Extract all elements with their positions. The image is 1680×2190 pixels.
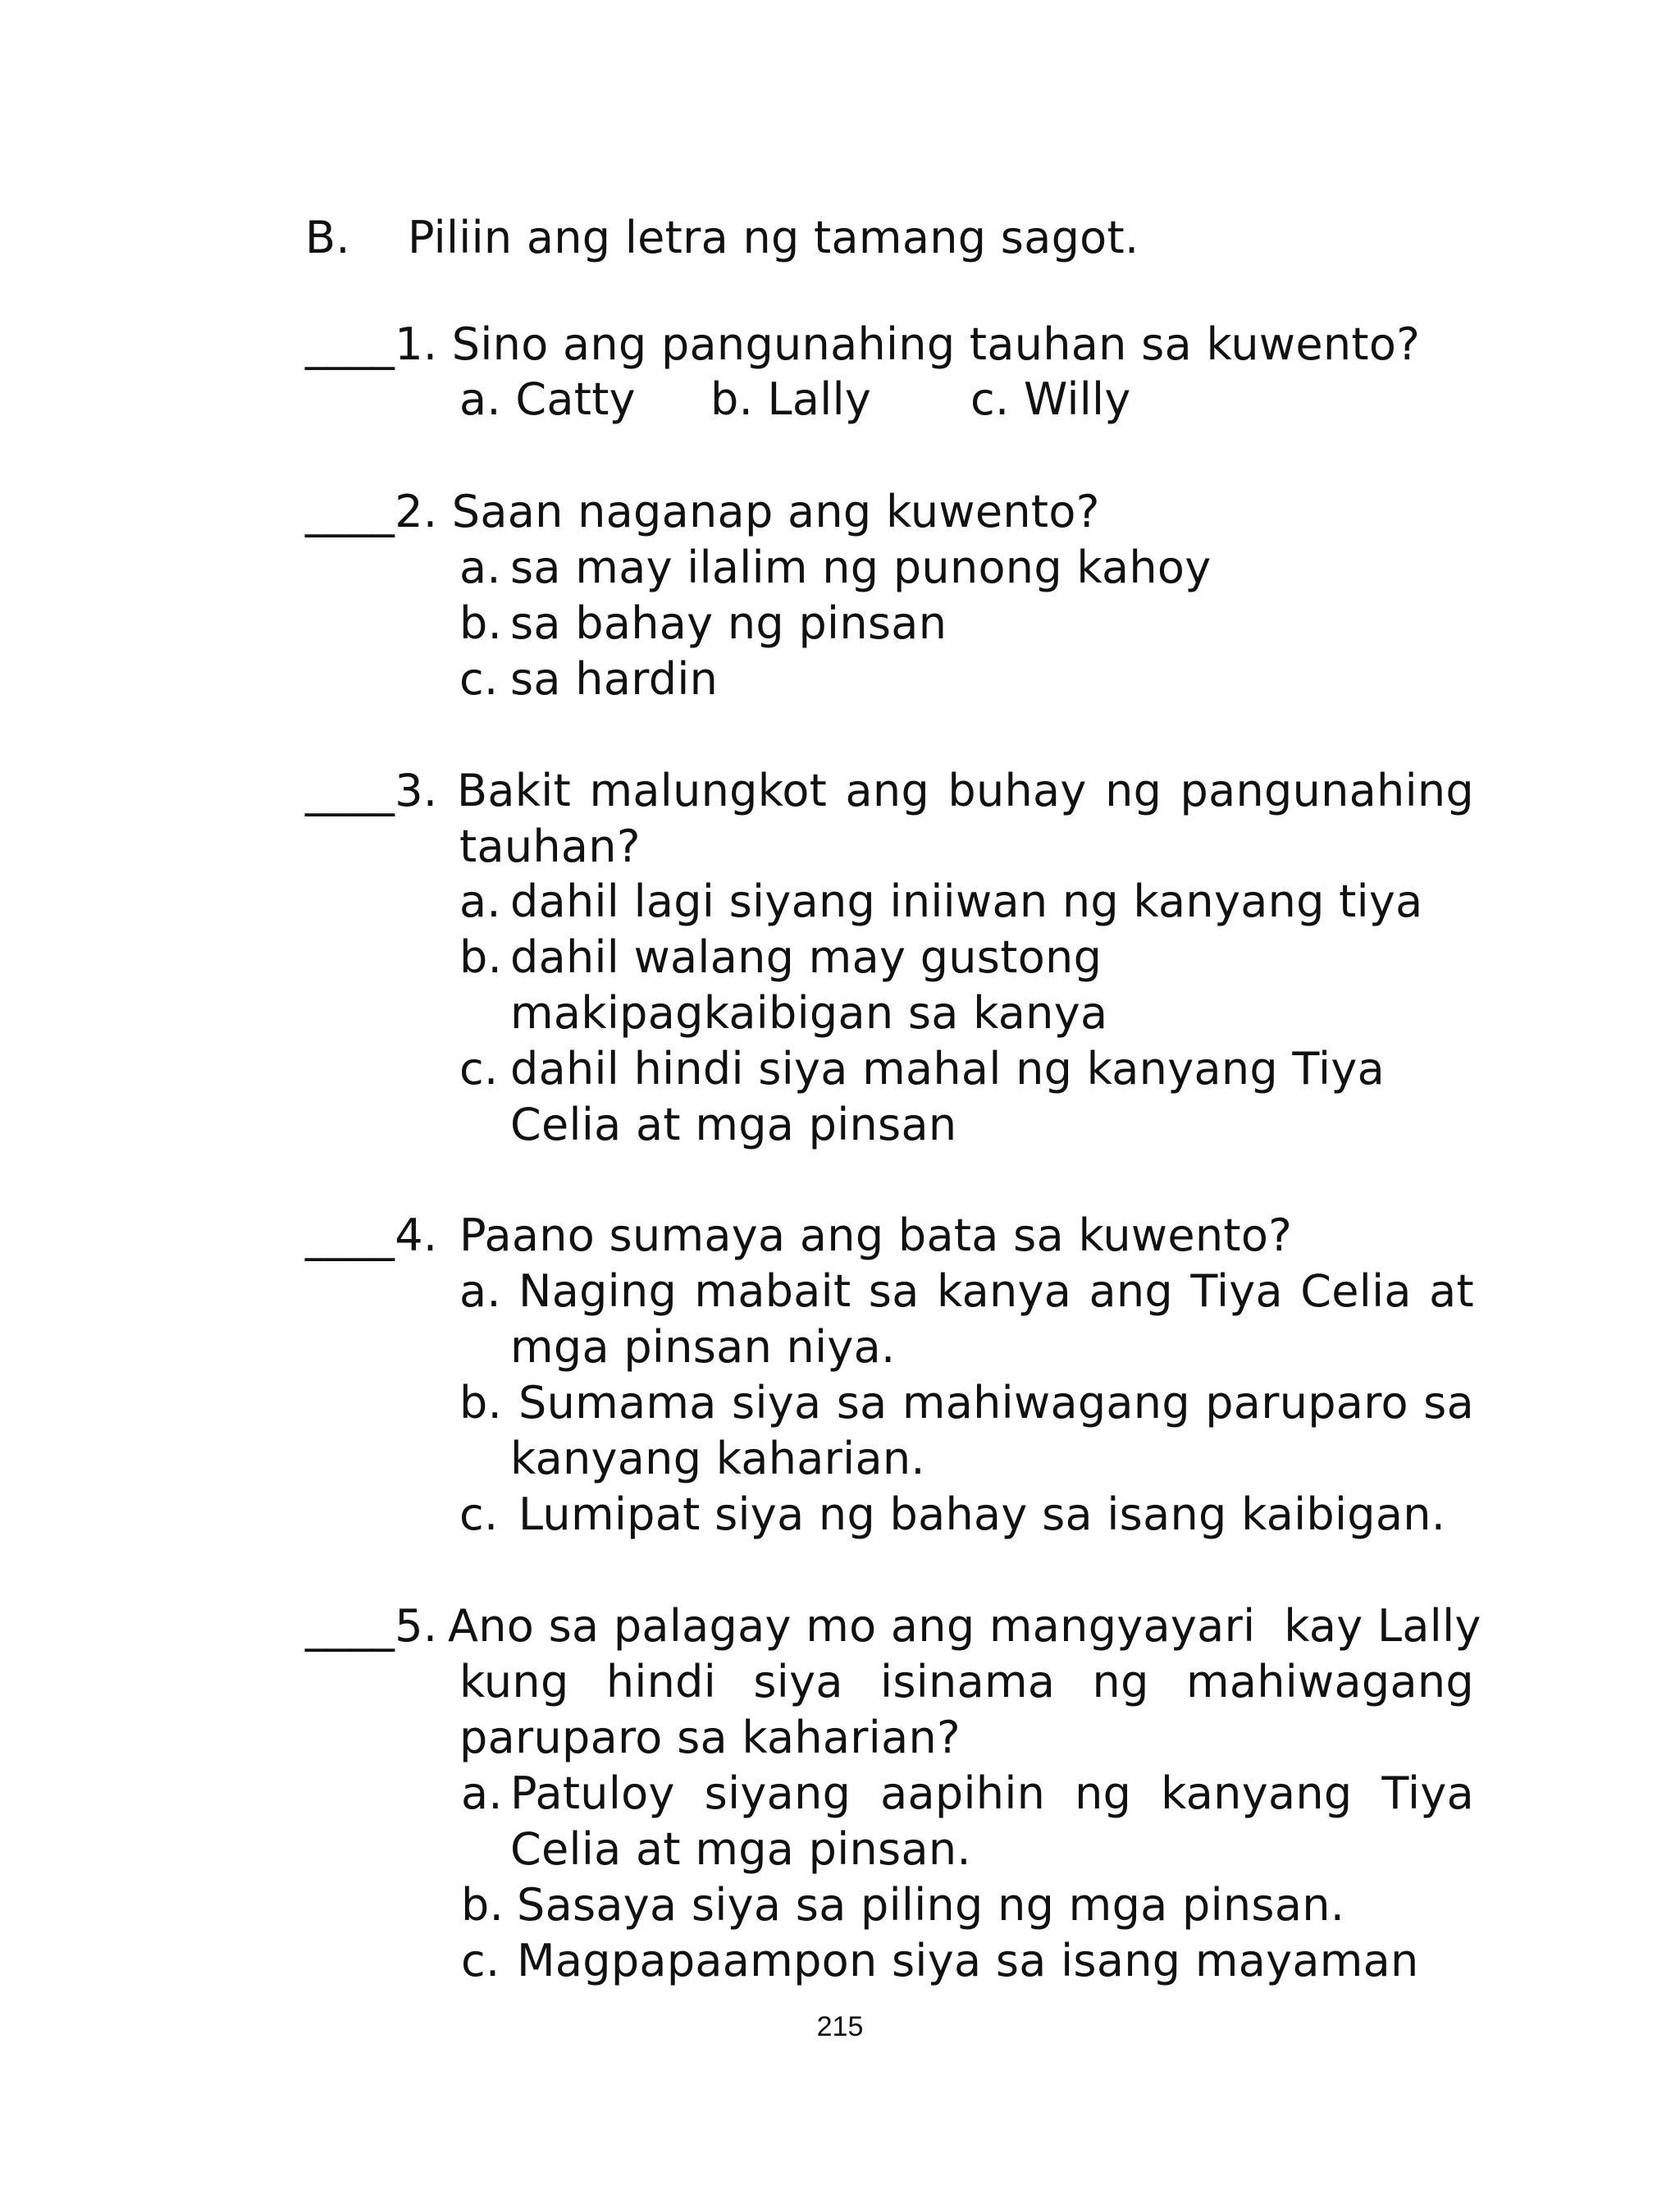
choice-a: sa may ilalim ng punong kahoy bbox=[510, 542, 1212, 593]
question-text: Ano sa palagay mo ang mangyayari kay Lally bbox=[448, 1600, 1481, 1652]
choice-b: Sumama siya sa mahiwagang paruparo sa bbox=[518, 1377, 1474, 1429]
choice-letter-b: b. bbox=[459, 1377, 503, 1429]
choice-b: dahil walang may gustong bbox=[510, 931, 1102, 983]
question-number: 5. bbox=[395, 1600, 438, 1652]
choice-a: a. Catty bbox=[459, 373, 636, 425]
page-number: 215 bbox=[816, 2011, 864, 2042]
choice-c: dahil hindi siya mahal ng kanyang Tiya bbox=[510, 1043, 1385, 1095]
question-number: 4. bbox=[395, 1209, 438, 1261]
section-letter: B. bbox=[305, 212, 350, 263]
question-text: Saan naganap ang kuwento? bbox=[451, 486, 1100, 537]
choice-letter-b: b. bbox=[459, 931, 503, 983]
answer-blank: ____3. bbox=[305, 765, 438, 816]
choice-letter-a: a. bbox=[459, 876, 501, 927]
choice-c: Celia at mga pinsan bbox=[510, 1099, 957, 1150]
choice-c: c. Willy bbox=[970, 373, 1131, 425]
answer-blank: ____4. bbox=[305, 1209, 438, 1261]
choice-c: sa hardin bbox=[510, 653, 719, 705]
question-text: tauhan? bbox=[459, 821, 641, 872]
choice-letter-c: c. bbox=[459, 653, 499, 705]
choice-letter-a: a. bbox=[459, 542, 501, 593]
answer-blank: ____1. Sino ang pangunahing tauhan sa kuwento? bbox=[305, 318, 1421, 370]
choice-a: Naging mabait sa kanya ang Tiya Celia at bbox=[518, 1265, 1474, 1317]
question-number: 1. bbox=[395, 318, 438, 370]
choice-b: sa bahay ng pinsan bbox=[510, 597, 947, 649]
section-instruction: Piliin ang letra ng tamang sagot. bbox=[408, 212, 1139, 263]
choice-letter-b: b. bbox=[459, 597, 503, 649]
question-text: Paano sumaya ang bata sa kuwento? bbox=[459, 1209, 1293, 1261]
choice-letter-b: b. bbox=[461, 1879, 504, 1931]
choice-a: dahil lagi siyang iniiwan ng kanyang tiya bbox=[510, 876, 1423, 927]
answer-blank: ____5. bbox=[305, 1600, 438, 1652]
question-text: Bakit malungkot ang buhay ng pangunahing bbox=[457, 765, 1474, 816]
choice-letter-a: a. bbox=[459, 1265, 501, 1317]
choice-b: makipagkaibigan sa kanya bbox=[510, 987, 1108, 1039]
choice-b: Sasaya siya sa piling ng mga pinsan. bbox=[517, 1879, 1345, 1931]
choice-b: kanyang kaharian. bbox=[510, 1433, 925, 1484]
question-number: 3. bbox=[395, 765, 438, 816]
choice-b: b. Lally bbox=[710, 373, 872, 425]
choice-letter-c: c. bbox=[459, 1043, 499, 1095]
choice-a: Celia at mga pinsan. bbox=[510, 1823, 971, 1875]
choice-c: Lumipat siya ng bahay sa isang kaibigan. bbox=[518, 1488, 1446, 1540]
question-text: paruparo sa kaharian? bbox=[459, 1712, 961, 1763]
choice-a: Patuloy siyang aapihin ng kanyang Tiya bbox=[510, 1767, 1474, 1819]
question-text: Sino ang pangunahing tauhan sa kuwento? bbox=[451, 318, 1421, 370]
choice-a: mga pinsan niya. bbox=[510, 1321, 896, 1373]
choice-letter-c: c. bbox=[461, 1935, 500, 1987]
choice-letter-a: a. bbox=[461, 1767, 503, 1819]
question-number: 2. bbox=[395, 486, 438, 537]
question-text: kung hindi siya isinama ng mahiwagang bbox=[459, 1656, 1474, 1708]
choice-c: Magpapaampon siya sa isang mayaman bbox=[517, 1935, 1419, 1987]
answer-blank: ____2. Saan naganap ang kuwento? bbox=[305, 486, 1100, 537]
choice-letter-c: c. bbox=[459, 1488, 499, 1540]
